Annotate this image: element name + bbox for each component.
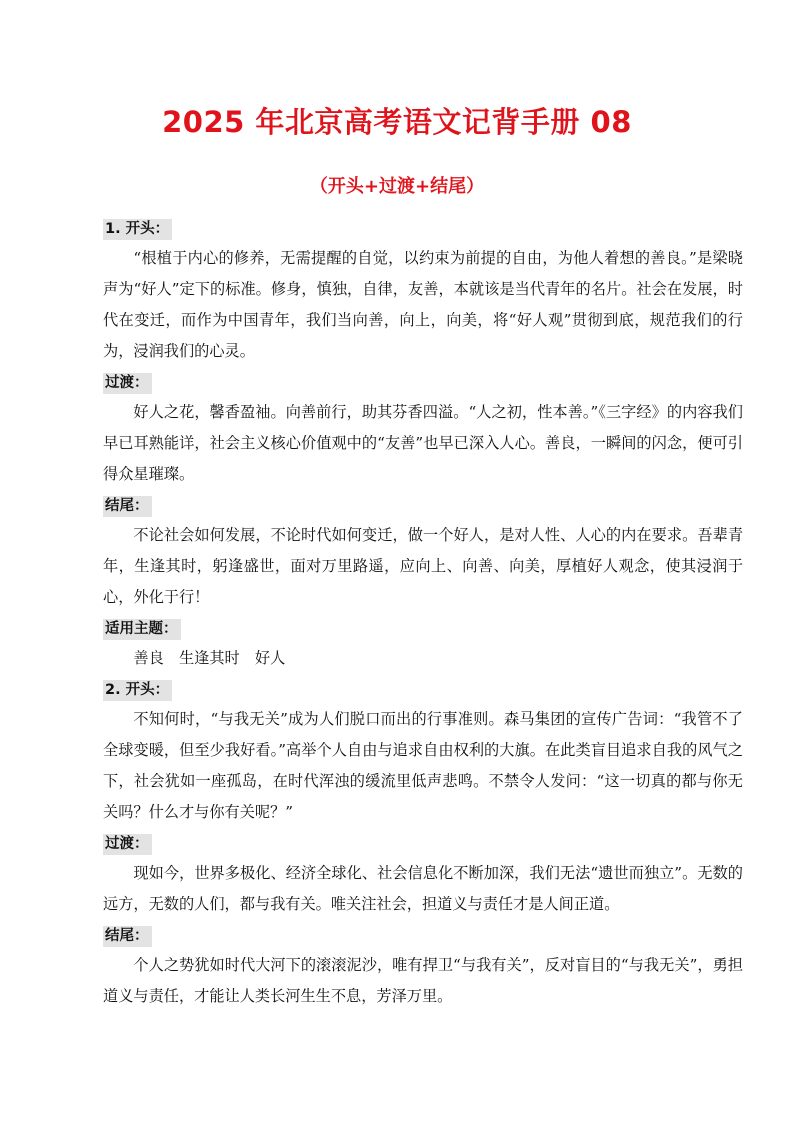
section-1-ending [103,495,743,613]
section-label: 过渡： [103,373,152,394]
section-paragraph: 不论社会如何发展，不论时代如何变迁，做一个好人，是对人性、人心的内在要求。吾辈青年，生逢其时，躬逢盛世，面对万里路遥，应向上、向善、向美，厚植好人观念，使其浸润于心，外化于行！ [103,526,743,606]
section-label: 适用主题： [103,619,181,640]
section-1-topics [103,618,743,674]
section-paragraph: 不知何时，“与我无关”成为人们脱口而出的行事准则。森马集团的宣传广告词：“我管不了全球变暖，但至少我好看。”高举个人自由与追求自由权利的大旗。在此类盲目追求自我的风气之下，社会犹如一座孤岛，在时代浑浊的缓流里低声悲鸣。不禁令人发问：“这一切真的都与你无关吗？什么才与你有关呢？” [103,710,743,821]
section-2-transition [103,833,743,920]
section-1-opening [103,218,743,367]
document-body [103,218,743,1017]
document-subtitle: （开头+过渡+结尾） [309,176,485,197]
section-paragraph: 个人之势犹如时代大河下的滚滚泥沙，唯有捍卫“与我有关”，反对盲目的“与我无关”，勇担道义与责任，才能让人类长河生生不息，芳泽万里。 [103,956,743,1005]
section-1-transition [103,372,743,490]
section-2-ending [103,925,743,1012]
section-2-opening [103,679,743,828]
topic-list: 善良 生逢其时 好人 [133,649,286,667]
section-paragraph: “根植于内心的修养，无需提醒的自觉，以约束为前提的自由，为他人着想的善良。”是梁晓声为“好人”定下的标准。修身，慎独，自律，友善，本就该是当代青年的名片。社会在发展，时代在变迁，而作为中国青年，我们当向善，向上，向美，将“好人观”贯彻到底，规范我们的行为，浸润我们的心灵。 [103,249,743,360]
section-label: 结尾： [103,926,152,947]
section-label: 1. 开头： [103,219,172,240]
section-label: 过渡： [103,834,152,855]
section-paragraph: 现如今，世界多极化、经济全球化、社会信息化不断加深，我们无法“遗世而独立”。无数的远方，无数的人们，都与我有关。唯关注社会，担道义与责任才是人间正道。 [103,864,743,913]
section-paragraph: 好人之花，馨香盈袖。向善前行，助其芬香四溢。“人之初，性本善。”《三字经》的内容我们早已耳熟能详，社会主义核心价值观中的“友善”也早已深入人心。善良，一瞬间的闪念，便可引得众星璀璨。 [103,403,743,483]
section-label: 2. 开头： [103,680,172,701]
section-label: 结尾： [103,496,152,517]
document-title: 2025 年北京高考语文记背手册 08 [162,105,632,139]
